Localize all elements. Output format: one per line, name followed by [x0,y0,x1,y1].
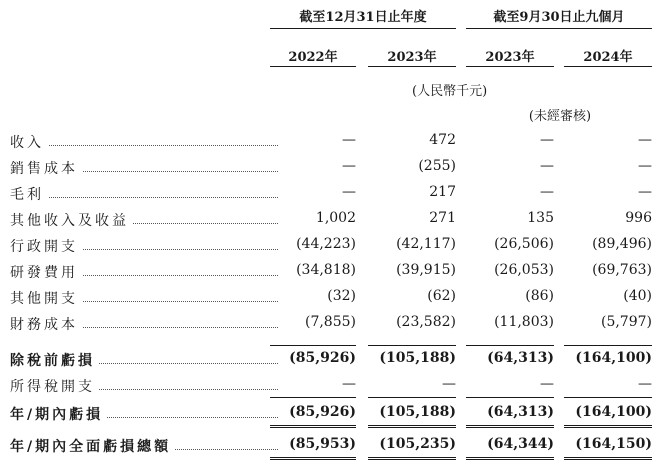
row-label-text: 其他開支 [10,291,82,307]
table-row [0,347,660,373]
row-value-col-2: — [442,376,456,392]
row-label-text: 行政開支 [10,239,82,255]
loss-rule [564,397,652,398]
row-value-col-1: — [342,184,356,200]
row-label-text: 收入 [10,135,48,151]
row-value-col-3: (64,313) [487,404,554,420]
row-value-col-3: (86) [525,288,554,304]
total-double-rule [368,425,456,428]
row-label [10,158,278,178]
row-value-col-4: (89,496) [592,236,652,252]
row-label-text: 年/期內虧損 [10,407,107,423]
row-value-col-4: (164,100) [575,404,652,420]
row-value-col-4: (40) [623,288,652,304]
row-label-text: 財務成本 [10,317,82,333]
header-year-underline [368,66,456,67]
table-row [0,233,660,259]
row-label [10,236,278,256]
row-value-col-1: (85,953) [289,436,356,452]
row-label [10,132,278,152]
row-label [10,376,278,396]
header-year-4-label: 2024年 [583,50,633,65]
table-row [0,207,660,233]
table-row [0,129,660,155]
loss-rule [270,397,356,398]
dot-leader [10,145,278,146]
loss-rule [368,397,456,398]
table-row [0,155,660,181]
row-value-col-4: — [638,158,652,174]
row-value-col-4: (5,797) [600,314,652,330]
final-double-rule [466,457,554,460]
subtotal-rule [466,345,554,346]
header-year-1 [270,46,356,65]
row-value-col-3: (26,506) [494,236,554,252]
header-year-2 [368,46,456,65]
row-value-col-3: 135 [527,210,554,226]
header-year-underline [564,66,652,67]
header-year-3 [466,46,554,65]
row-label-text: 年/期內全面虧損總額 [10,439,175,455]
row-value-col-2: (23,582) [396,314,456,330]
row-value-col-3: — [540,184,554,200]
final-double-rule [368,457,456,460]
row-value-col-4: (69,763) [592,262,652,278]
row-label-text: 銷售成本 [10,161,82,177]
row-label [10,404,278,424]
loss-rule [466,397,554,398]
row-value-col-1: (85,926) [289,350,356,366]
row-label-text: 其他收入及收益 [10,213,133,229]
header-year-underline [270,66,356,67]
row-value-col-4: — [638,184,652,200]
row-value-col-4: (164,150) [575,436,652,452]
row-label [10,210,278,230]
row-value-col-2: (105,188) [379,350,456,366]
table-row [0,181,660,207]
row-label [10,436,278,456]
header-year-3-label: 2023年 [485,50,535,65]
row-label [10,262,278,282]
header-year-4 [564,46,652,65]
row-label-text: 所得稅開支 [10,379,99,395]
row-value-col-2: (255) [418,158,456,174]
row-value-col-2: 271 [429,210,456,226]
header-year-2-label: 2023年 [387,50,437,65]
header-group-underline [466,28,652,29]
row-value-col-1: (34,818) [296,262,356,278]
row-value-col-1: (7,855) [304,314,356,330]
row-value-col-2: (39,915) [396,262,456,278]
currency-note: (人民幣千元) [412,84,488,99]
subtotal-rule [270,345,356,346]
row-value-col-1: — [342,376,356,392]
row-value-col-1: 1,002 [315,210,356,226]
row-value-col-4: — [638,376,652,392]
header-year-1-label: 2022年 [288,50,338,65]
row-value-col-4: 996 [625,210,652,226]
row-value-col-2: 217 [429,184,456,200]
table-row [0,285,660,311]
row-value-col-3: — [540,376,554,392]
unaudited-note: (未經審核) [528,109,592,124]
row-value-col-1: (44,223) [296,236,356,252]
table-row [0,401,660,427]
row-label [10,314,278,334]
row-value-col-4: — [638,132,652,148]
table-row [0,433,660,459]
row-value-col-2: (105,235) [379,436,456,452]
row-value-col-2: (62) [427,288,456,304]
row-value-col-2: (105,188) [379,404,456,420]
header-group-fiscal-year-label: 截至12月31日止年度 [299,10,427,25]
row-label-text: 研發費用 [10,265,82,281]
header-group-underline [270,28,456,29]
row-value-col-3: (64,344) [487,436,554,452]
row-label [10,184,278,204]
header-year-underline [466,66,554,67]
row-label-text: 除稅前虧損 [10,353,99,369]
row-label [10,350,278,370]
row-value-col-1: (32) [327,288,356,304]
row-label-text: 毛利 [10,187,48,203]
row-value-col-2: 472 [429,132,456,148]
row-value-col-1: — [342,132,356,148]
header-group-fiscal-year [270,6,456,25]
row-value-col-1: (85,926) [289,404,356,420]
header-group-nine-months-label: 截至9月30日止九個月 [493,10,625,25]
final-double-rule [564,457,652,460]
row-value-col-4: (164,100) [575,350,652,366]
header-group-nine-months [466,6,652,25]
row-value-col-3: (11,803) [494,314,554,330]
final-double-rule [270,457,356,460]
row-value-col-1: — [342,158,356,174]
row-value-col-2: (42,117) [396,236,456,252]
total-double-rule [270,425,356,428]
total-double-rule [564,425,652,428]
row-value-col-3: — [540,132,554,148]
row-value-col-3: — [540,158,554,174]
subtotal-rule [564,345,652,346]
table-row [0,311,660,337]
total-double-rule [466,425,554,428]
dot-leader [10,197,278,198]
table-row [0,373,660,399]
table-row [0,259,660,285]
subtotal-rule [368,345,456,346]
row-value-col-3: (26,053) [494,262,554,278]
row-label [10,288,278,308]
row-value-col-3: (64,313) [487,350,554,366]
